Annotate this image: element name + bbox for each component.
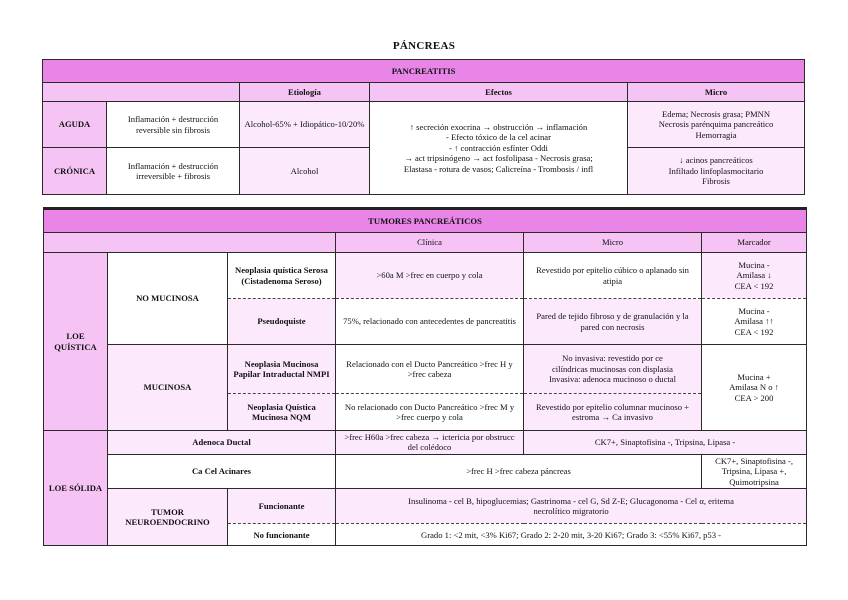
- nmpi-name: Neoplasia Mucinosa Papilar Intraductal NMPI: [228, 345, 336, 394]
- nqm-name: Neoplasia Quística Mucinosa NQM: [228, 394, 336, 431]
- micro-line: Infiltado linfoplasmocitario: [668, 165, 764, 176]
- marcador-line: Mucina -: [738, 305, 770, 316]
- aguda-etiologia: Alcohol-65% + Idiopático-10/20%: [240, 102, 370, 148]
- micro-line: cilíndricas mucinosas con displasia: [551, 363, 673, 374]
- efectos-line: - Efecto tóxico de la cel acinar: [446, 132, 551, 143]
- marcador-line: Amilasa ↓: [736, 270, 772, 281]
- pseudoquiste-micro: Pared de tejido fibroso y de granulación y la pared con necrosis: [524, 299, 702, 345]
- pseudoquiste-marcador: [702, 299, 807, 345]
- micro-line: ↓ acinos pancreáticos: [679, 155, 753, 166]
- aguda-definicion: Inflamación + destrucción reversible sin fibrosis: [107, 102, 240, 148]
- marcador-line: Mucina +: [737, 371, 771, 382]
- marcador-line: CEA > 200: [734, 392, 774, 403]
- header-micro: Micro: [628, 83, 805, 102]
- nmpi-clinica: Relacionado con el Ducto Pancreático >frec H y >frec cabeza: [336, 345, 524, 394]
- micro-line: Edema; Necrosis grasa; PMNN: [661, 108, 771, 119]
- header-clinica: Clínica: [336, 233, 524, 253]
- marcador-line: CEA < 192: [734, 326, 774, 337]
- no-funcionante-name: No funcionante: [228, 524, 336, 546]
- row-label-loe-quistica: LOE QUÍSTICA: [44, 253, 108, 431]
- cronica-micro: [628, 148, 805, 195]
- nqm-clinica: No relacionado con Ducto Pancreático >frec M y >frec cuerpo y cola: [336, 394, 524, 431]
- marcador-line: CEA < 192: [734, 280, 774, 291]
- funcionante-desc: [336, 489, 807, 524]
- efectos-line: ↑ secreción exocrina → obstrucción → inflamación: [409, 121, 588, 132]
- serosa-micro: Revestido por epitelio cúbico o aplanado sin atipia: [524, 253, 702, 299]
- group-label-neuroendocrino: TUMOR NEUROENDOCRINO: [108, 489, 228, 546]
- page-title: PÁNCREAS: [392, 40, 456, 52]
- pseudoquiste-name: Pseudoquiste: [228, 299, 336, 345]
- micro-line: No invasiva: revestido por ce: [562, 353, 663, 364]
- marcador-line: Amilasa ↑↑: [734, 316, 774, 327]
- pancreatitis-band: PANCREATITIS: [43, 60, 805, 83]
- row-label-cronica: CRÓNICA: [43, 148, 107, 195]
- tumores-table: [43, 207, 807, 546]
- cronica-definicion: Inflamación + destrucción irreversible + fibrosis: [107, 148, 240, 195]
- micro-line: Invasiva: adenoca mucinoso o ductal: [549, 374, 676, 385]
- no-funcionante-desc: Grado 1: <2 mit, <3% Ki67; Grado 2: 2-20 mit, 3-20 Ki67; Grado 3: <55% Ki67, p53 -: [336, 524, 807, 546]
- efectos-line: → act tripsinógeno → act fosfolipasa - Necrosis grasa;: [404, 153, 593, 164]
- nqm-micro: Revestido por epitelio columnar mucinoso + estroma → Ca invasivo: [524, 394, 702, 431]
- adenoca-clinica: >frec H60a >frec cabeza → ictericia por obstrucc del colédoco: [336, 431, 524, 455]
- row-label-loe-solida: LOE SÓLIDA: [44, 431, 108, 546]
- acinares-micro: CK7+, Sinaptofisina -, Tripsina, Lipasa +, Quimotripsina: [702, 454, 807, 488]
- cronica-etiologia: Alcohol: [240, 148, 370, 195]
- acinares-name: Ca Cel Acinares: [108, 454, 336, 488]
- acinares-clinica: >frec H >frec cabeza páncreas: [336, 454, 702, 488]
- funcionante-name: Funcionante: [228, 489, 336, 524]
- desc-line: Insulinoma - cel B, hipoglucemias; Gastrinoma - cel G, Sd Z-E; Glucagonoma - Cel α, eritema: [408, 495, 734, 506]
- group-label-mucinosa: MUCINOSA: [108, 345, 228, 431]
- adenoca-name: Adenoca Ductal: [108, 431, 336, 455]
- marcador-line: Amilasa N o ↑: [729, 382, 779, 393]
- row-label-aguda: AGUDA: [43, 102, 107, 148]
- header-micro: Micro: [524, 233, 702, 253]
- micro-line: Necrosis parénquima pancreático: [658, 119, 774, 130]
- micro-line: Fibrosis: [702, 176, 730, 187]
- serosa-name: Neoplasia quística Serosa (Cistadenoma Seroso): [228, 253, 336, 299]
- efectos-line: Elastasa - rotura de vasos; Calicreína - Trombosis / infl: [403, 163, 594, 174]
- header-etiologia: Etiología: [240, 83, 370, 102]
- serosa-clinica: >60a M >frec en cuerpo y cola: [336, 253, 524, 299]
- aguda-micro: [628, 102, 805, 148]
- nmpi-micro: [524, 345, 702, 394]
- pancreatitis-table: [42, 59, 805, 195]
- desc-line: necrolítico migratorio: [533, 506, 609, 517]
- serosa-marcador: [702, 253, 807, 299]
- group-label-no-mucinosa: NO MUCINOSA: [108, 253, 228, 345]
- header-blank: [43, 83, 240, 102]
- tumores-band: TUMORES PANCREÁTICOS: [44, 209, 807, 233]
- header-marcador: Marcador: [702, 233, 807, 253]
- pseudoquiste-clinica: 75%, relacionado con antecedentes de pancreatitis: [336, 299, 524, 345]
- header-efectos: Efectos: [370, 83, 628, 102]
- micro-line: Hemorragia: [695, 129, 737, 140]
- adenoca-micro: CK7+, Sinaptofisina -, Tripsina, Lipasa -: [524, 431, 807, 455]
- efectos-line: - ↑ contracción esfínter Oddi: [449, 142, 548, 153]
- mucinosa-marcador: [702, 345, 807, 431]
- marcador-line: Mucina -: [738, 259, 770, 270]
- efectos-cell: [370, 102, 628, 195]
- header-blank: [44, 233, 336, 253]
